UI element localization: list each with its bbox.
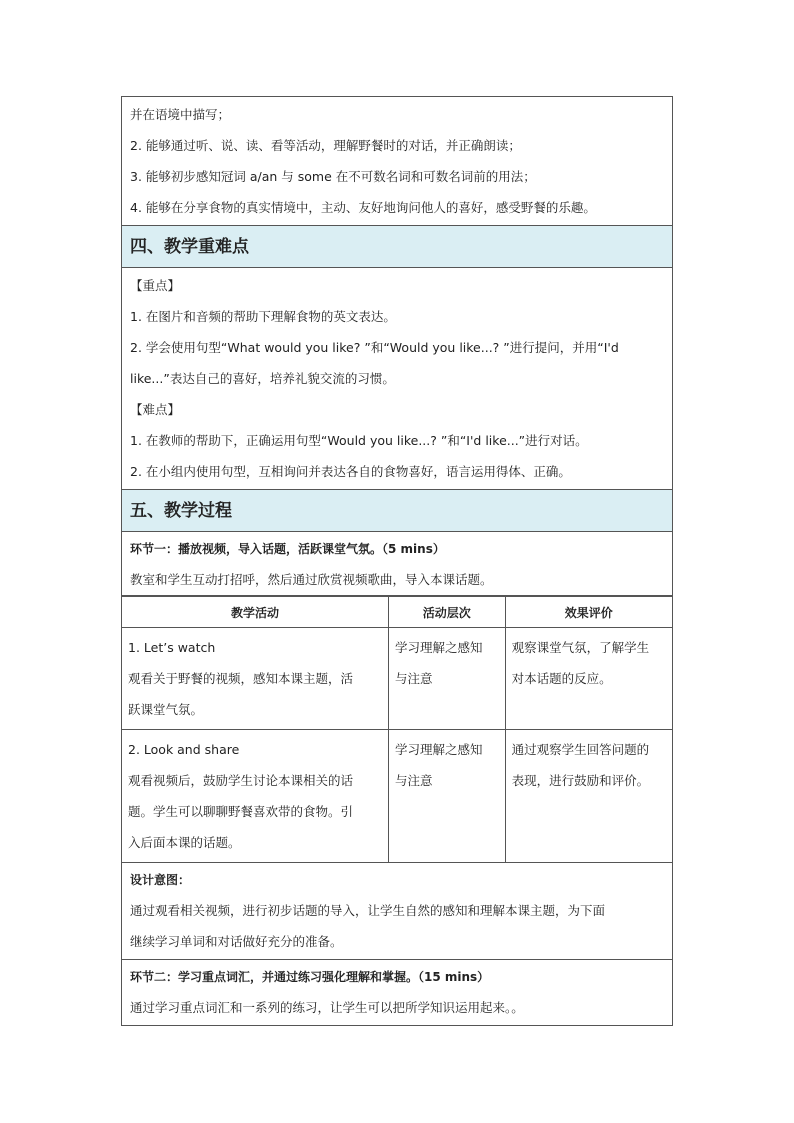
header-level: 活动层次 xyxy=(389,597,506,628)
evaluation-line: 表现，进行鼓励和评价。 xyxy=(511,773,650,788)
activity-table-wrapper xyxy=(122,596,672,863)
objectives-block xyxy=(122,97,672,226)
activity-title: 1. Let’s watch xyxy=(128,640,216,655)
key-points-label: 【重点】 xyxy=(130,278,181,293)
section-5-heading: 五、教学过程 xyxy=(122,490,672,532)
level-cell xyxy=(389,628,506,730)
header-evaluation: 效果评价 xyxy=(505,597,672,628)
key-point-2-line2: like...”表达自己的喜好，培养礼貌交流的习惯。 xyxy=(130,371,395,386)
activity-line: 入后面本课的话题。 xyxy=(128,835,241,850)
activity-table xyxy=(121,596,673,863)
stage-1-title: 环节一：播放视频，导入话题，活跃课堂气氛。（5 mins） xyxy=(130,542,445,556)
activity-line: 跃课堂气氛。 xyxy=(128,702,204,717)
activity-cell xyxy=(122,730,389,863)
activity-line: 观看视频后，鼓励学生讨论本课相关的话 xyxy=(128,773,354,788)
objective-2: 2. 能够通过听、说、读、看等活动，理解野餐时的对话，并正确朗读； xyxy=(130,138,521,153)
difficult-point-1: 1. 在教师的帮助下，正确运用句型“Would you like...? ”和“I'd like...”进行对话。 xyxy=(130,433,588,448)
stage-2-title: 环节二：学习重点词汇，并通过练习强化理解和掌握。（15 mins） xyxy=(130,970,490,984)
objective-continuation: 并在语境中描写； xyxy=(130,107,231,122)
header-activity: 教学活动 xyxy=(122,597,389,628)
stage-2-header xyxy=(122,960,672,1025)
design-intent-line2: 继续学习单词和对话做好充分的准备。 xyxy=(130,934,343,949)
level-line: 与注意 xyxy=(395,671,433,686)
activity-line: 观看关于野餐的视频，感知本课主题，活 xyxy=(128,671,354,686)
stage-2-description: 通过学习重点词汇和一系列的练习，让学生可以把所学知识运用起来。。 xyxy=(130,1000,524,1015)
table-row xyxy=(122,628,673,730)
evaluation-line: 观察课堂气氛，了解学生 xyxy=(511,640,650,655)
section-4-heading: 四、教学重难点 xyxy=(122,226,672,268)
key-point-1: 1. 在图片和音频的帮助下理解食物的英文表达。 xyxy=(130,309,396,324)
evaluation-line: 对本话题的反应。 xyxy=(511,671,612,686)
activity-title: 2. Look and share xyxy=(128,742,240,757)
design-intent-block xyxy=(122,863,672,960)
activity-cell xyxy=(122,628,389,730)
stage-1-header xyxy=(122,532,672,596)
objective-4: 4. 能够在分享食物的真实情境中，主动、友好地询问他人的喜好，感受野餐的乐趣。 xyxy=(130,200,596,215)
difficult-point-2: 2. 在小组内使用句型，互相询问并表达各自的食物喜好，语言运用得体、正确。 xyxy=(130,464,571,479)
lesson-plan-document xyxy=(121,96,673,1026)
stage-1-description: 教室和学生互动打招呼，然后通过欣赏视频歌曲，导入本课话题。 xyxy=(130,572,493,587)
difficult-points-label: 【难点】 xyxy=(130,402,181,417)
evaluation-cell xyxy=(505,628,672,730)
key-point-2-line1: 2. 学会使用句型“What would you like? ”和“Would you like...? ”进行提问，并用“I'd xyxy=(130,340,619,355)
evaluation-cell xyxy=(505,730,672,863)
evaluation-line: 通过观察学生回答问题的 xyxy=(511,742,650,757)
objective-3: 3. 能够初步感知冠词 a/an 与 some 在不可数名词和可数名词前的用法； xyxy=(130,169,536,184)
level-line: 学习理解之感知 xyxy=(395,640,483,655)
level-line: 与注意 xyxy=(395,773,433,788)
design-intent-line1: 通过观看相关视频，进行初步话题的导入，让学生自然的感知和理解本课主题，为下面 xyxy=(130,903,606,918)
level-line: 学习理解之感知 xyxy=(395,742,483,757)
level-cell xyxy=(389,730,506,863)
table-header-row xyxy=(122,597,673,628)
activity-line: 题。学生可以聊聊野餐喜欢带的食物。引 xyxy=(128,804,354,819)
key-difficult-points xyxy=(122,268,672,490)
design-intent-label: 设计意图： xyxy=(130,873,191,887)
table-row xyxy=(122,730,673,863)
